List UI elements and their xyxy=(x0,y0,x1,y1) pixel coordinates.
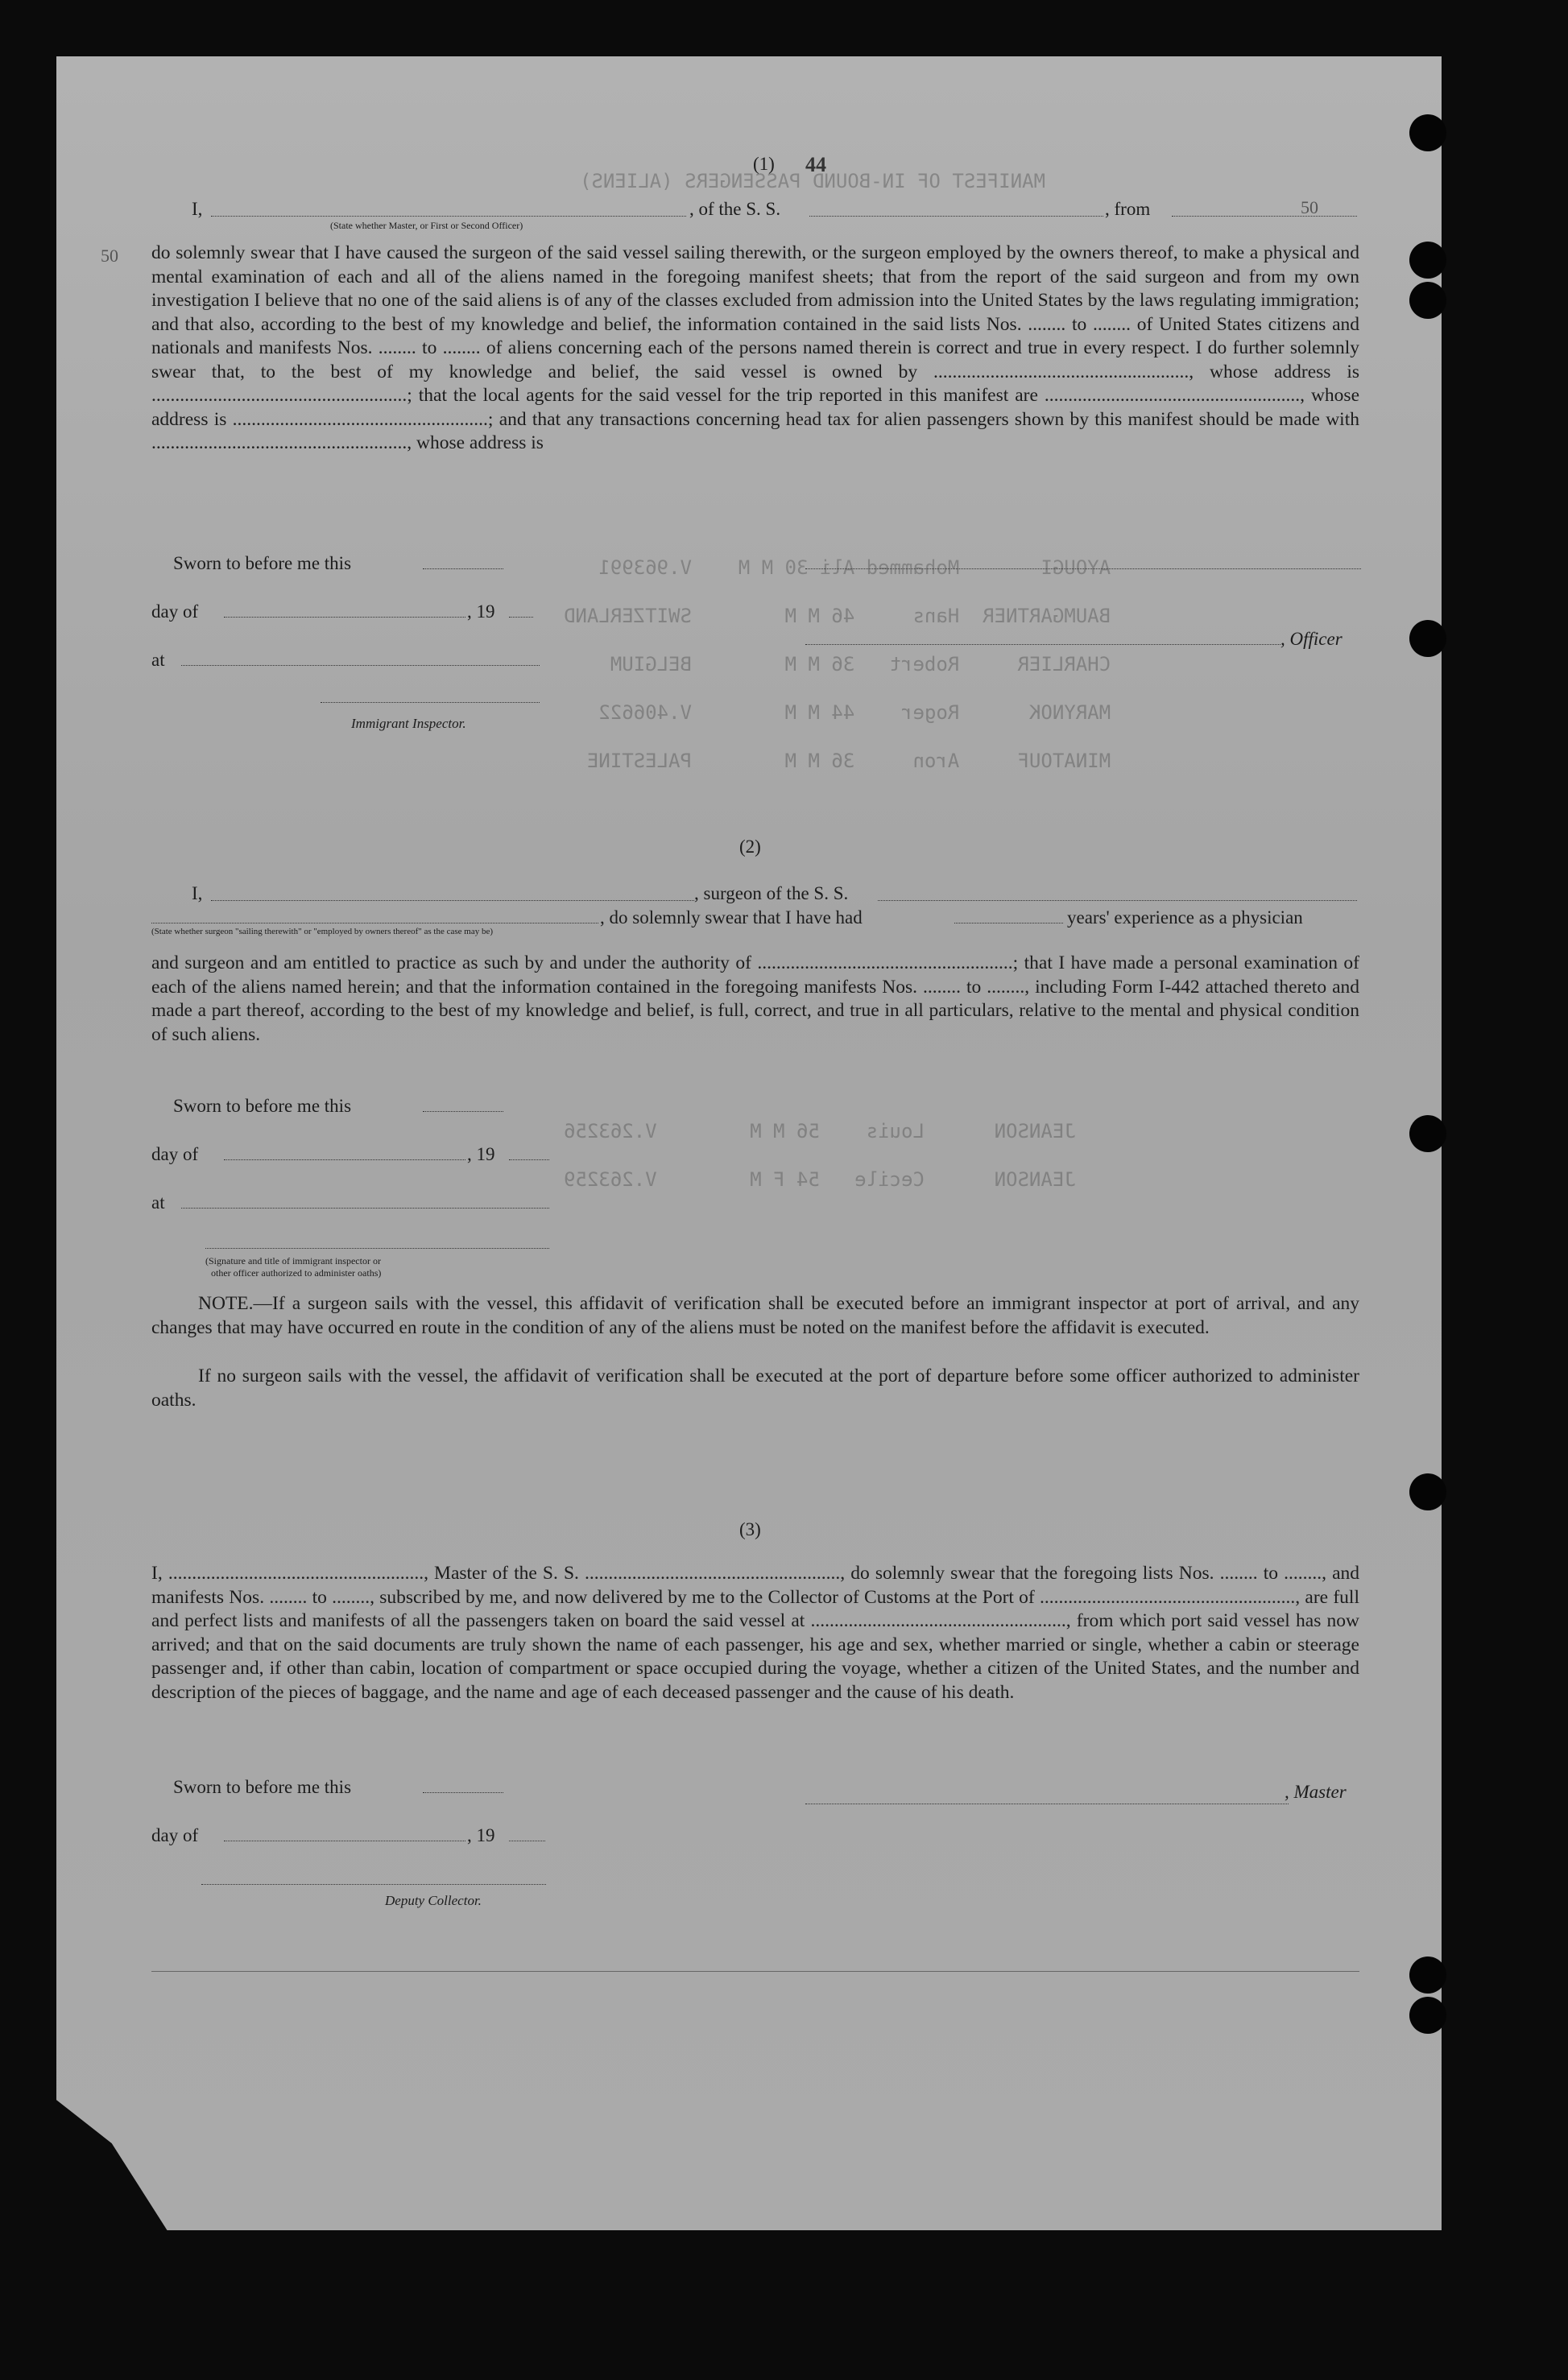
inspector-label: Immigrant Inspector. xyxy=(351,716,466,731)
year-field[interactable] xyxy=(509,1159,549,1160)
bottom-rule xyxy=(151,1971,1359,1972)
sworn-label: Sworn to before me this xyxy=(173,1777,352,1797)
day-of-label: day of xyxy=(151,601,199,622)
port-from-field[interactable] xyxy=(1172,216,1357,217)
sworn-day-field[interactable] xyxy=(423,1792,503,1793)
years-experience-label: years' experience as a physician xyxy=(1067,907,1303,928)
bleed-through-text: AYOUGI Mohammed Ali 30 M M V.963991 BAUMGARTNER Hans 46 M M SWITZERLAND CHARLIER Robert 36 M M BELGIUM MARYNOK Roger 44 M M V.406622 MINATOUF Aron 36 M M PALESTINE xyxy=(564,556,1111,772)
section-1-heading: (1) xyxy=(753,154,775,174)
margin-number: 50 xyxy=(1301,197,1318,217)
section-2-oath-text: and surgeon and am entitled to practice as such by and under the authority of ......................................................; that I have made a personal examination of each of the aliens named herein; and that the information contained in the foregoing manifests Nos. ........ to ........, including Form I-442 attached thereto and made a part thereof, according to the best of my knowledge and belief, is full, correct, and true in all particulars, relative to the mental and physical condition of such aliens. xyxy=(151,952,1359,1045)
day-of-label: day of xyxy=(151,1825,199,1845)
surgeon-swear-text: , do solemnly swear that I have had xyxy=(600,907,863,928)
signature-note: other officer authorized to administer oaths) xyxy=(211,1267,382,1279)
section-3-oath-text: I, ......................................................, Master of the S. S. ......................................................, do solemnly swear that the foregoing lists Nos. ........ to ........, and manifests Nos. ........ to ........, subscribed by me, and now delivered by me to the Collector of Customs at the Port of ......................................................, are full and perfect lists and manifests of all the passengers taken on board the said vessel at ......................................................, from which port said vessel has now arrived; and that on the said documents are truly shown the name of each passenger, his age and sex, whether married or single, whether a cabin or steerage passenger and, if other than cabin, location of compartment or space occupied during the voyage, whether a citizen of the United States, and the number and description of the pieces of baggage, and the name and age of each deceased passenger and the cause of his death. xyxy=(151,1563,1359,1703)
officer-signature-field[interactable] xyxy=(805,568,1361,569)
from-label: , from xyxy=(1105,199,1151,219)
master-name-field[interactable] xyxy=(211,216,686,217)
master-rank-note: (State whether Master, or First or Second Officer) xyxy=(330,220,523,231)
binder-hole xyxy=(1409,1997,1446,2034)
binder-hole xyxy=(1409,1956,1446,1994)
binder-hole xyxy=(1409,282,1446,319)
surgeon-name-label: I, xyxy=(192,883,203,903)
binder-hole xyxy=(1409,114,1446,151)
surgeon-name-field[interactable] xyxy=(211,900,694,901)
page-mark: 44 xyxy=(805,153,826,176)
margin-number: 50 xyxy=(101,246,118,266)
binder-hole xyxy=(1409,620,1446,657)
binder-hole xyxy=(1409,1115,1446,1152)
day-of-label: day of xyxy=(151,1144,199,1164)
year-field[interactable] xyxy=(509,617,533,618)
collector-signature-field[interactable] xyxy=(201,1884,546,1885)
place-field[interactable] xyxy=(181,1208,549,1209)
binder-hole xyxy=(1409,242,1446,279)
section-2-heading: (2) xyxy=(739,837,761,857)
sworn-label: Sworn to before me this xyxy=(173,1096,352,1116)
bleed-through-text: JEANSON Louis 56 M M V.263256 JEANSON Cecile 54 F M V.263259 xyxy=(564,1120,1076,1191)
surgeon-type-note: (State whether surgeon "sailing therewith" or "employed by owners thereof" as the case may be) xyxy=(151,927,494,936)
year-label: , 19 xyxy=(467,1144,495,1164)
year-label: , 19 xyxy=(467,1825,495,1845)
ship-name-field[interactable] xyxy=(809,216,1103,217)
no-surgeon-note: If no surgeon sails with the vessel, the affidavit of verification shall be executed at the port of departure before some officer authorized to administer oaths. xyxy=(151,1366,1359,1411)
of-ss-label: , of the S. S. xyxy=(689,199,781,219)
section-1-oath-text: do solemnly swear that I have caused the surgeon of the said vessel sailing therewith, or the surgeon employed by the owners thereof, to make a physical and mental examination of each and all of the aliens named in the foregoing manifest sheets; that from the report of the said surgeon and from my own investigation I believe that no one of the said aliens is of any of the classes excluded from admission into the United States by the laws regulating immigration; and that also, according to the best of my knowledge and belief, the information contained in the said lists Nos. ........ to ........ of United States citizens and nationals and manifests Nos. ........ to ........ of aliens concerning each of the persons named therein is correct and true in every respect. I do further solemnly swear that, to the best of my knowledge and belief, the said vessel is owned by ......................................................, whose address is ......................................................; that the local agents for the said vessel for the trip reported in this manifest are ......................................................, whose address is ......................................................; and that any transactions concerning head tax for alien passengers shown by this manifest should be made with ......................................................, whose address is xyxy=(151,242,1359,453)
signature-note: (Signature and title of immigrant inspector or xyxy=(205,1255,381,1266)
binder-hole xyxy=(1409,1473,1446,1510)
inspector-signature-field[interactable] xyxy=(321,702,540,703)
section-3-heading: (3) xyxy=(739,1519,761,1539)
at-label: at xyxy=(151,650,165,670)
sworn-label: Sworn to before me this xyxy=(173,553,352,573)
at-label: at xyxy=(151,1192,165,1213)
officer-label: , Officer xyxy=(1280,629,1343,649)
month-field[interactable] xyxy=(224,617,465,618)
surgeon-ship-field[interactable] xyxy=(878,900,1357,901)
sworn-day-field[interactable] xyxy=(423,568,503,569)
master-label: , Master xyxy=(1285,1782,1347,1802)
collector-label: Deputy Collector. xyxy=(385,1893,482,1908)
place-field[interactable] xyxy=(181,665,540,666)
year-label: , 19 xyxy=(467,601,495,622)
inspector-signature-field[interactable] xyxy=(205,1248,549,1249)
surgeon-of-label: , surgeon of the S. S. xyxy=(694,883,849,903)
bleed-through-text: MANIFEST OF IN-BOUND PASSENGERS (ALIENS) xyxy=(580,170,1045,192)
month-field[interactable] xyxy=(224,1159,465,1160)
surgeon-note: NOTE.—If a surgeon sails with the vessel, this affidavit of verification shall be executed before an immigrant inspector at port of arrival, and any changes that may have occurred en route in the condition of any of the aliens must be noted on the manifest before the affidavit is executed. xyxy=(151,1293,1359,1338)
master-name-label: I, xyxy=(192,199,203,219)
sworn-day-field[interactable] xyxy=(423,1111,503,1112)
officer-line[interactable] xyxy=(805,644,1280,645)
